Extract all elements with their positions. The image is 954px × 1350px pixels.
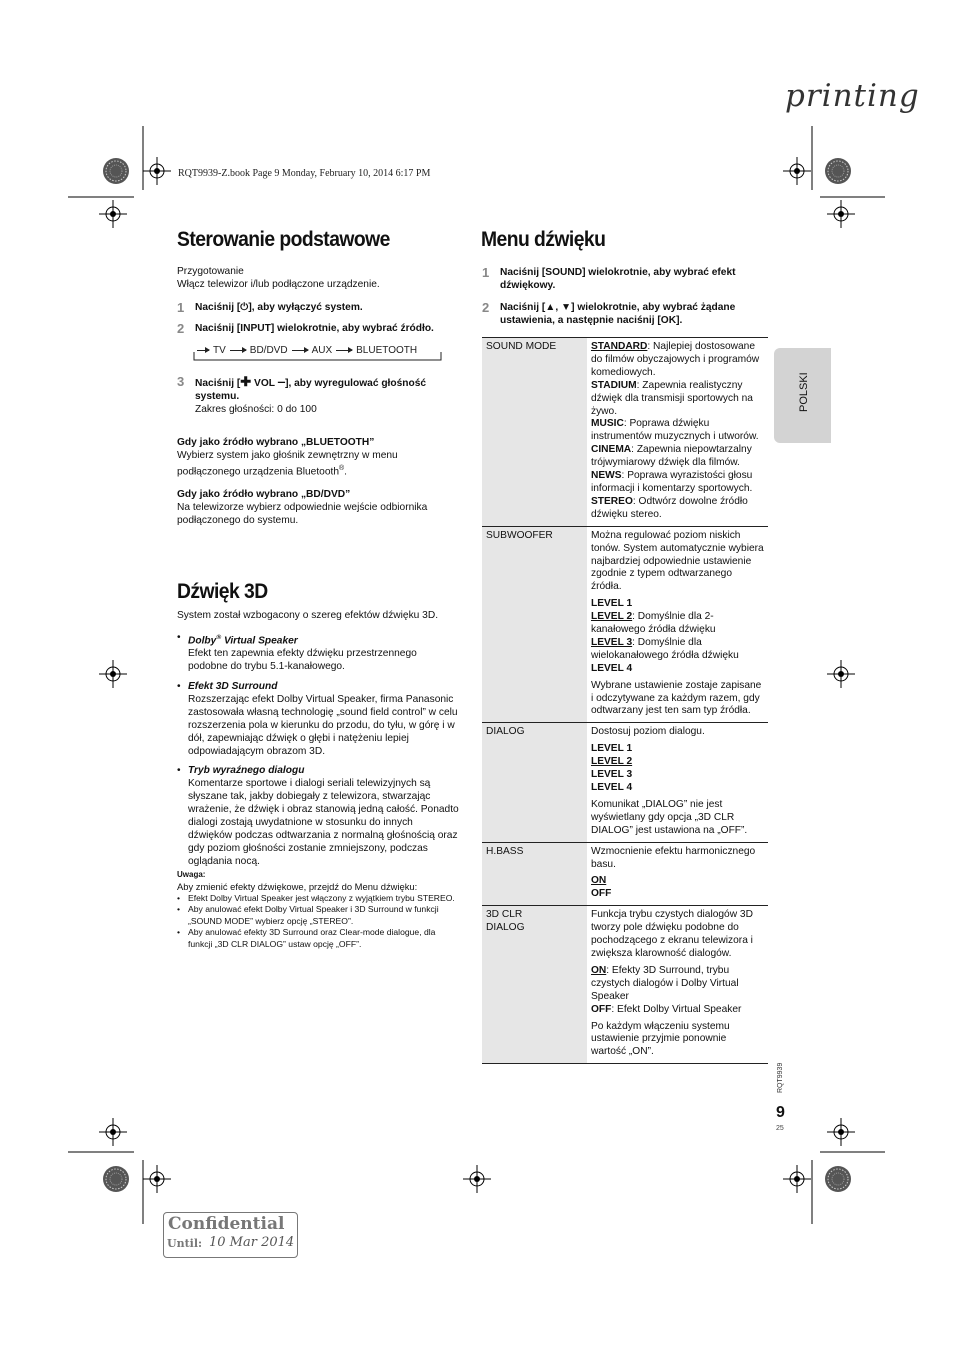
row-value	[587, 526, 768, 723]
arrow-icon	[197, 350, 209, 351]
option-label: LEVEL 2	[590, 756, 633, 768]
bullet-text: Komentarze sportowe i dialogi seriali telewizyjnych są słyszane tak, jakby dobiegały z telewizora, stwarzając wrażenie, że dźwięk i obraz stanowią jedną całość. Ponadto dialogi zostają uwydatnione w stosunku do innych dźwięków podczas odtwarzania z normalną głośnością oraz gdy poziom głośności zostanie zmniejszony, podczas oglądania nocą.	[188, 778, 459, 867]
row-value	[587, 906, 768, 1064]
book-info-line: RQT9939-Z.book Page 9 Monday, February 10, 2014 6:17 PM	[178, 168, 431, 179]
option-text: : Poprawa wyrazistości głosu informacji i komentarzy sportowych.	[590, 470, 753, 494]
option-text: : Efekt Dolby Virtual Speaker	[611, 1003, 742, 1015]
option-label: LEVEL 3	[590, 636, 633, 648]
step-number: 3	[177, 374, 185, 389]
sound-menu-table	[482, 337, 768, 1064]
option-text: : Zapewnia niepowtarzalny trójwymiarowy dźwięk dla filmów.	[590, 444, 752, 469]
option-text: : Domyślnie dla 2-kanałowego źródła dźwięku	[590, 611, 716, 636]
flow-item: AUX	[311, 345, 333, 356]
option-text: : Odtwórz dowolne źródło dźwięku stereo.	[590, 495, 748, 520]
section-title-basic-control: Sterowanie podstawowe	[177, 228, 390, 251]
preparation-block	[177, 266, 447, 292]
option-label: LEVEL 4	[590, 782, 633, 793]
row-key: SUBWOOFER	[482, 526, 587, 723]
option-text: : Najlepiej dostosowane do filmów obyczajowych i programów komediowych.	[590, 341, 760, 378]
preparation-text: Włącz telewizor i/lub podłączone urządzenie.	[177, 278, 380, 290]
row-key: H.BASS	[482, 842, 587, 906]
option-label: STEREO	[590, 495, 633, 507]
note-item: • Efekt Dolby Virtual Speaker jest włączony z wyjątkiem trybu STEREO.	[177, 892, 455, 903]
bullet-item: • Tryb wyraźnego dialogu Komentarze sportowe i dialogi seriali telewizyjnych są słyszane tak, jakby dobiegały z telewizora, stwarzając wrażenie, że dźwięk i obraz stanowią jedną całość. Ponadto dialogi zostają uwydatnione w stosunku do innych dźwięków podczas odtwarzania z normalną głośnością oraz gdy poziom głośności zostanie zmniejszony, podczas oglądania nocą.	[177, 765, 459, 867]
row-intro: Dostosuj poziom dialogu.	[590, 726, 705, 738]
bullet-text: Rozszerzając efekt Dolby Virtual Speaker, firma Panasonic zastosowała własną technologię „sound field control” w celu rozszerzenia pola w kierunku do przodu, do tyłu, w górę i w dół, zapewniając dźwięk o głębi i natężeniu lepiej odpowiadającym obrazom 3D.	[188, 693, 458, 757]
option-text: : Poprawa dźwięku instrumentów muzycznych i utworów.	[590, 418, 759, 443]
note-title: Uwaga:	[177, 870, 206, 879]
table-row	[482, 723, 768, 842]
bullet-title: Tryb wyraźnego dialogu	[188, 765, 305, 777]
input-flow-diagram	[197, 344, 445, 364]
step-text: Naciśnij [INPUT] wielokrotnie, aby wybrać źródło.	[195, 323, 434, 334]
basic-step-3	[177, 376, 452, 417]
basic-step-2	[177, 323, 447, 336]
printing-watermark: printing	[785, 78, 920, 114]
option-text: : Efekty 3D Surround, trybu czystych dialogów i Dolby Virtual Speaker	[590, 964, 739, 1002]
row-intro: Wzmocnienie efektu harmonicznego basu.	[590, 845, 756, 870]
flow-item: BD/DVD	[249, 345, 288, 356]
step-number: 2	[482, 300, 490, 315]
basic-step-1	[177, 302, 447, 315]
option-label: STADIUM	[590, 379, 637, 391]
note-block	[177, 869, 462, 951]
row-value	[587, 842, 768, 906]
option-label: LEVEL 1	[590, 598, 633, 610]
bd-dvd-title: Gdy jako źródło wybrano „BD/DVD”	[177, 489, 351, 500]
bluetooth-block	[177, 437, 447, 479]
row-key: 3D CLR DIALOG	[482, 906, 587, 1064]
step-text: Naciśnij [▲, ▼] wielokrotnie, aby wybrać żądane ustawienia, a następnie naciśnij [OK].	[500, 302, 736, 326]
arrow-icon	[292, 350, 308, 351]
registered-mark: ®	[339, 464, 345, 472]
option-text: : Domyślnie dla wielokanałowego źródła dźwięku	[590, 636, 739, 661]
arrow-icon	[336, 350, 352, 351]
step-text: Naciśnij [⏻], aby wyłączyć system.	[195, 302, 363, 313]
volume-range: Zakres głośności: 0 do 100	[195, 403, 317, 415]
preparation-title: Przygotowanie	[177, 266, 244, 277]
bullet-text: Efekt ten zapewnia efekty dźwięku przestrzennego podobne do trybu 5.1-kanałowego.	[188, 648, 417, 673]
step-text-post: ], aby wyregulować głośność systemu.	[195, 378, 427, 402]
language-tab-label: POLSKI	[798, 372, 810, 412]
option-label: LEVEL 2	[590, 611, 633, 623]
arrow-icon	[230, 350, 246, 351]
step-text-pre: Naciśnij [	[195, 378, 241, 389]
flow-return-line	[193, 352, 443, 361]
step-text: Naciśnij [SOUND] wielokrotnie, aby wybrać efekt dźwiękowy.	[500, 267, 736, 291]
bd-dvd-text: Na telewizorze wybierz odpowiednie wejście odbiornika podłączonego do systemu.	[177, 501, 428, 526]
page-sub-number: 25	[776, 1125, 784, 1132]
until-label: Until:	[167, 1237, 203, 1250]
bullet-item: • Dolby® Virtual Speaker Efekt ten zapewnia efekty dźwięku przestrzennego podobne do trybu 5.1-kanałowego.	[177, 632, 459, 674]
bullet-title: Dolby® Virtual Speaker	[188, 633, 298, 647]
menu-step-1	[482, 267, 767, 293]
note-item: • Aby anulować efekty 3D Surround oraz Clear-mode dialogue, dla funkcji „3D CLR DIALOG” ustaw opcję „OFF”.	[177, 927, 436, 949]
bullet-item: • Efekt 3D Surround Rozszerzając efekt Dolby Virtual Speaker, firma Panasonic zastosowała własną technologię „sound field control” w celu rozszerzenia pola w kierunku do przodu, do tyłu, w górę i w dół, zapewniając dźwięk o głębi i natężeniu lepiej odpowiadającym obrazom 3D.	[177, 681, 458, 757]
row-key: DIALOG	[482, 723, 587, 842]
option-label: LEVEL 1	[590, 743, 633, 755]
flow-item: TV	[213, 345, 226, 356]
row-value	[587, 338, 768, 527]
step-number: 1	[177, 300, 185, 315]
table-row	[482, 906, 768, 1064]
table-row	[482, 526, 768, 723]
row-key: SOUND MODE	[482, 338, 587, 527]
row-intro: Można regulować poziom niskich tonów. System automatycznie wybiera najbardziej odpowiednie ustawienie zgodnie z typem odtwarzanego źródła.	[590, 529, 764, 593]
note-intro: Aby zmienić efekty dźwiękowe, przejdź do Menu dźwięku:	[177, 880, 418, 892]
flow-item: BLUETOOTH	[356, 345, 418, 356]
bluetooth-title: Gdy jako źródło wybrano „BLUETOOTH”	[177, 437, 375, 448]
row-outro: Wybrane ustawienie zostaje zapisane i odczytywane za każdym razem, gdy odtwarzany jest ten sam typ źródła.	[590, 679, 762, 717]
section-title-3d-sound: Dźwięk 3D	[177, 580, 268, 603]
confidential-stamp	[163, 1212, 298, 1258]
option-label: ON	[590, 964, 607, 976]
plus-icon: ✚	[240, 374, 252, 389]
until-date: 10 Mar 2014	[209, 1235, 295, 1250]
table-row	[482, 338, 768, 527]
row-value	[587, 723, 768, 842]
section-title-sound-menu: Menu dźwięku	[481, 228, 606, 251]
3d-sound-body	[177, 610, 459, 869]
menu-step-2	[482, 302, 767, 328]
option-label: CINEMA	[590, 444, 632, 456]
row-outro: Komunikat „DIALOG” nie jest wyświetlany gdy opcja „3D CLR DIALOG” jest ustawiona na „OFF”.	[590, 798, 748, 836]
bluetooth-text-end: .	[344, 466, 348, 478]
option-label: NEWS	[590, 470, 622, 482]
option-text: : Zapewnia realistyczny dźwięk dla transmisji sportowych na żywo.	[590, 379, 753, 417]
option-label: OFF	[590, 1003, 612, 1015]
option-label: LEVEL 4	[590, 662, 633, 674]
confidential-label: Confidential	[168, 1214, 285, 1234]
option-label: LEVEL 3	[590, 769, 633, 781]
document-code: RQT9939	[777, 1062, 784, 1093]
language-tab	[774, 348, 831, 443]
step-number: 2	[177, 321, 185, 336]
minus-icon: ‒	[277, 374, 286, 389]
option-label: MUSIC	[590, 418, 624, 430]
bluetooth-text: Wybierz system jako głośnik zewnętrzny w menu podłączonego urządzenia Bluetooth	[177, 449, 398, 478]
row-outro: Po każdym włączeniu systemu ustawienie przyjmie ponownie wartość „ON”.	[590, 1020, 730, 1058]
3d-intro: System został wzbogacony o szereg efektów dźwięku 3D.	[177, 610, 439, 621]
step-number: 1	[482, 265, 490, 280]
note-item: • Aby anulować efekt Dolby Virtual Speaker i 3D Surround w funkcji „SOUND MODE” wybierz opcję „STEREO”.	[177, 904, 439, 926]
option-label: ON	[590, 875, 607, 887]
row-intro: Funkcja trybu czystych dialogów 3D tworzy pole dźwięku podobne do pochodzącego z ekranu telewizora i zwiększa klarowność dialogów.	[590, 909, 753, 959]
bullet-title: Efekt 3D Surround	[188, 681, 278, 693]
option-label: STANDARD	[590, 341, 648, 352]
vol-label: VOL	[254, 378, 275, 389]
option-label: OFF	[590, 888, 612, 900]
page-number: 9	[776, 1104, 785, 1121]
bd-dvd-block	[177, 489, 452, 528]
table-row	[482, 842, 768, 906]
